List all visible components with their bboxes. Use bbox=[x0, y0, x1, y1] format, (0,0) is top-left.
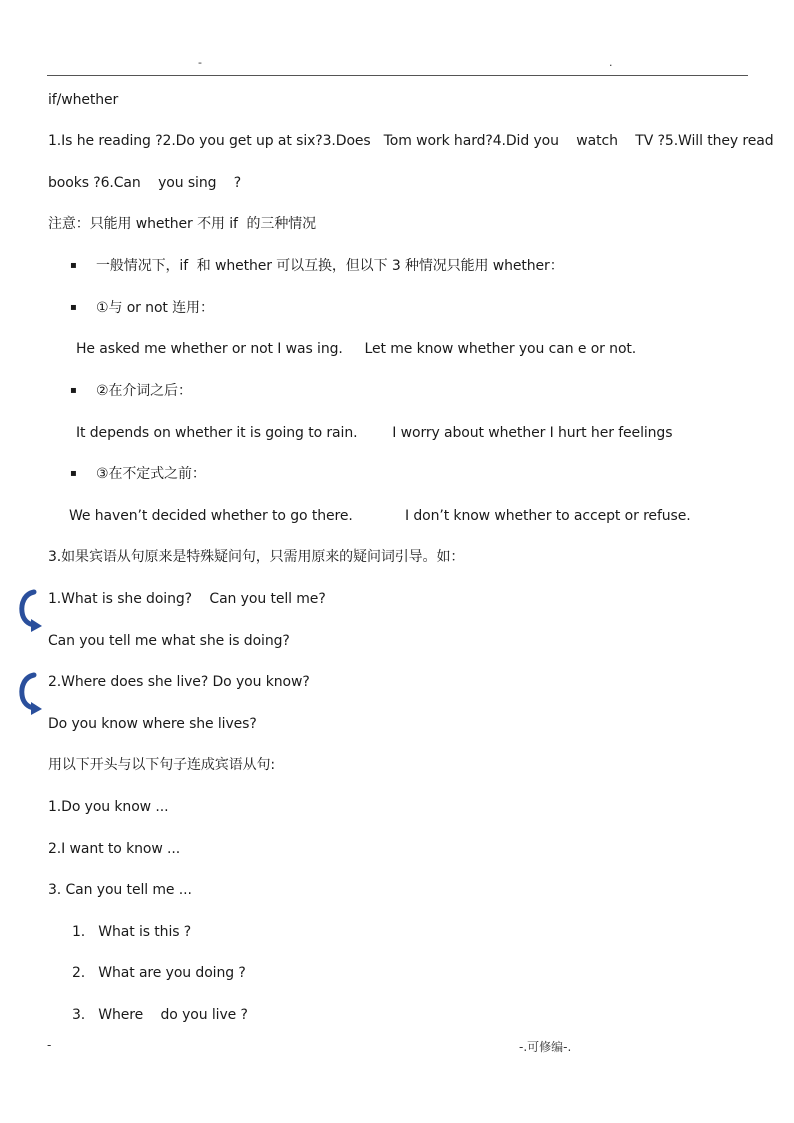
topic-heading: if/whether bbox=[48, 92, 119, 108]
bullet-2: ▪ bbox=[70, 302, 77, 313]
example-infinitive: We haven’t decided whether to go there. I don’t know whether to accept or refuse. bbox=[69, 508, 691, 524]
bullet-text-general: 一般情况下，if 和 whether 可以互换，但以下 3 种情况只能用 whether： bbox=[96, 258, 564, 274]
bullet-text-preposition: ②在介词之后： bbox=[96, 383, 192, 399]
footer-editable-note: -.可修编-. bbox=[519, 1040, 572, 1054]
task-sentence-3: 3. Where do you live ? bbox=[72, 1007, 248, 1023]
task-instruction: 用以下开头与以下句子连成宾语从句: bbox=[48, 757, 276, 773]
sentence-1-question: 1.What is she doing? Can you tell me? bbox=[48, 591, 326, 607]
note-heading: 注意：只能用 whether 不用 if 的三种情况 bbox=[48, 216, 317, 232]
example-or-not: He asked me whether or not I was ing. Let me know whether you can e or not. bbox=[76, 341, 637, 357]
example-questions-line1: 1.Is he reading ?2.Do you get up at six?3.Does Tom work hard?4.Did you watch TV ?5.Will they read bbox=[48, 133, 774, 149]
bullet-3: ▪ bbox=[70, 385, 77, 396]
task-sentence-1: 1. What is this ? bbox=[72, 924, 192, 940]
task-opener-1: 1.Do you know ... bbox=[48, 799, 169, 815]
sentence-2-question: 2.Where does she live? Do you know? bbox=[48, 674, 310, 690]
header-rule bbox=[47, 75, 748, 76]
rule-3-heading: 3.如果宾语从句原来是特殊疑问句，只需用原来的疑问词引导。如： bbox=[48, 549, 465, 565]
example-questions-line2: books ?6.Can you sing ? bbox=[48, 175, 242, 191]
bullet-4: ▪ bbox=[70, 468, 77, 479]
task-opener-2: 2.I want to know ... bbox=[48, 841, 181, 857]
curved-arrow-icon bbox=[18, 671, 44, 715]
task-opener-3: 3. Can you tell me ... bbox=[48, 882, 192, 898]
sentence-1-clause: Can you tell me what she is doing? bbox=[48, 633, 290, 649]
bullet-text-infinitive: ③在不定式之前： bbox=[96, 466, 206, 482]
curved-arrow-icon bbox=[18, 588, 44, 632]
task-sentence-2: 2. What are you doing ? bbox=[72, 965, 246, 981]
bullet-1: ▪ bbox=[70, 260, 77, 271]
footer-left-mark: - bbox=[47, 1038, 52, 1052]
example-preposition: It depends on whether it is going to rain. I worry about whether I hurt her feelings bbox=[76, 425, 673, 441]
header-right-mark: . bbox=[609, 56, 613, 69]
sentence-2-clause: Do you know where she lives? bbox=[48, 716, 257, 732]
bullet-text-or-not: ①与 or not 连用： bbox=[96, 300, 214, 316]
header-left-mark: - bbox=[198, 56, 202, 69]
